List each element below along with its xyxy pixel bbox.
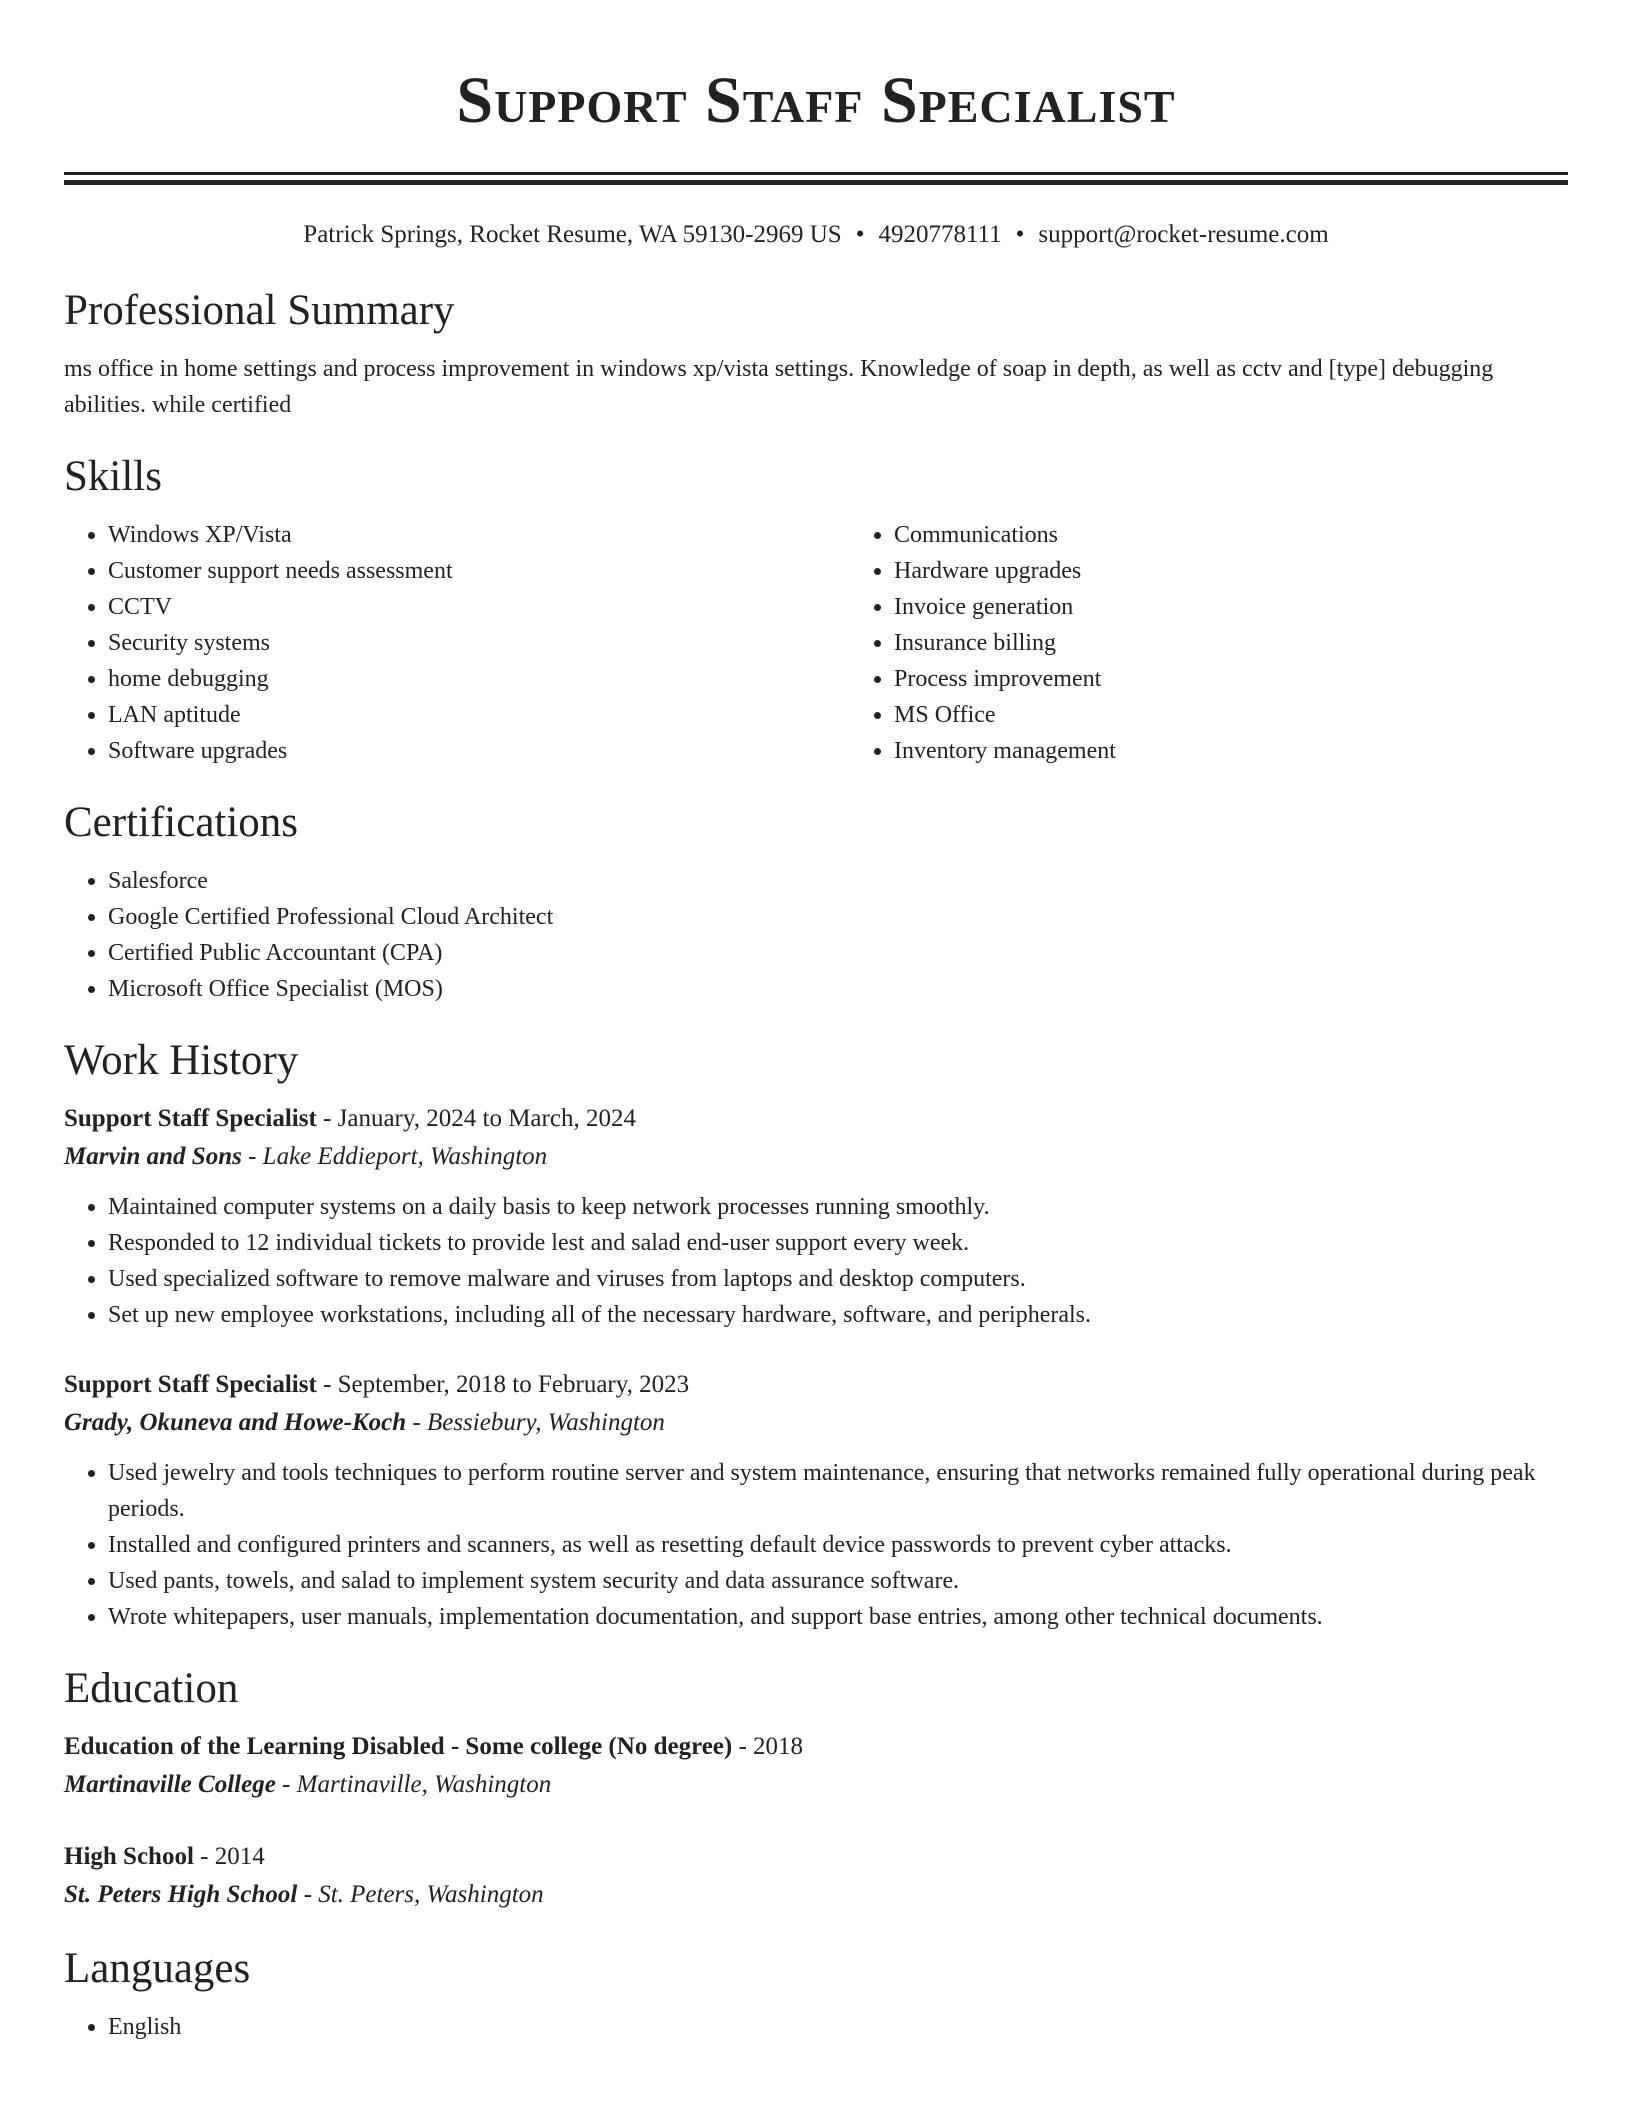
education-school: Martinaville College: [64, 1771, 276, 1798]
languages-heading: Languages: [64, 1945, 251, 1992]
skill-item: • LAN aptitude: [108, 697, 850, 733]
job-duty-item: • Used pants, towels, and salad to implement system security and data assurance software.: [108, 1563, 1568, 1599]
job-title-line: [64, 1101, 1568, 1137]
job-dates: - January, 2024 to March, 2024: [316, 1105, 636, 1132]
contact-separator: •: [855, 221, 865, 248]
entry-spacer: [64, 1333, 1568, 1353]
job-company-line: [64, 1137, 1568, 1177]
education-year: - 2014: [193, 1843, 265, 1870]
skill-item: • Customer support needs assessment: [108, 553, 850, 589]
job-company-line: [64, 1403, 1568, 1443]
skills-heading: Skills: [64, 453, 162, 500]
certification-item: • Microsoft Office Specialist (MOS): [108, 971, 1568, 1007]
skills-columns: [64, 517, 1568, 769]
education-entry: [64, 1839, 1568, 1915]
header-rule-bottom: [64, 180, 1568, 185]
skill-item: • Process improvement: [894, 661, 1116, 697]
contact-address: Patrick Springs, Rocket Resume, WA 59130-2969 US: [303, 221, 842, 248]
language-item: • English: [108, 2009, 1568, 2045]
job-duties-list: [64, 1455, 1568, 1635]
contact-line: [64, 219, 1568, 251]
education-degree: High School: [64, 1843, 194, 1870]
skill-item: • Hardware upgrades: [894, 553, 1116, 589]
skill-item: • Insurance billing: [894, 625, 1116, 661]
summary-text: ms office in home settings and process improvement in windows xp/vista settings. Knowledge of soap in depth, as well as cctv and [type] debugging abilities. while certified: [64, 356, 1494, 418]
job-duty-item: • Maintained computer systems on a daily basis to keep network processes running smoothly.: [108, 1189, 1568, 1225]
job-entry: [64, 1101, 1568, 1333]
skill-item: • Software upgrades: [108, 733, 850, 769]
job-duty-item: • Set up new employee workstations, including all of the necessary hardware, software, and peripherals.: [108, 1297, 1568, 1333]
job-company: Grady, Okuneva and Howe-Koch: [64, 1409, 407, 1436]
skill-item: • MS Office: [894, 697, 1116, 733]
job-duty-item: • Wrote whitepapers, user manuals, implementation documentation, and support base entries, among other technical documents.: [108, 1599, 1568, 1635]
job-duty-item: • Used specialized software to remove malware and viruses from laptops and desktop computers.: [108, 1261, 1568, 1297]
skills-list-left: [64, 517, 850, 769]
skill-item: • Windows XP/Vista: [108, 517, 850, 553]
skill-item: • CCTV: [108, 589, 850, 625]
job-title: Support Staff Specialist: [64, 1105, 317, 1132]
job-title-line: [64, 1367, 1568, 1403]
job-duties-list: [64, 1189, 1568, 1333]
resume-name: Support Staff Specialist: [456, 64, 1176, 137]
skill-item: • Inventory management: [894, 733, 1116, 769]
skill-item: • Security systems: [108, 625, 850, 661]
certification-item: • Google Certified Professional Cloud Architect: [108, 899, 1568, 935]
education-year: - 2018: [732, 1733, 804, 1760]
education-school-line: [64, 1765, 1568, 1805]
contact-email[interactable]: support@rocket-resume.com: [1038, 221, 1329, 248]
certifications-list: [64, 863, 1568, 1007]
job-dates: - September, 2018 to February, 2023: [316, 1371, 690, 1398]
skills-list-right: [850, 517, 1116, 769]
certification-item: • Certified Public Accountant (CPA): [108, 935, 1568, 971]
skill-item: • Invoice generation: [894, 589, 1116, 625]
job-duty-item: • Responded to 12 individual tickets to provide lest and salad end-user support every week.: [108, 1225, 1568, 1261]
job-entry: [64, 1367, 1568, 1635]
job-title: Support Staff Specialist: [64, 1371, 317, 1398]
education-degree-line: [64, 1729, 1568, 1765]
job-company: Marvin and Sons: [64, 1143, 242, 1170]
skill-item: • Communications: [894, 517, 1116, 553]
languages-list: [64, 2009, 1568, 2045]
job-duty-item: • Installed and configured printers and scanners, as well as resetting default device passwords to prevent cyber attacks.: [108, 1527, 1568, 1563]
education-degree: Education of the Learning Disabled - Some college (No degree): [64, 1733, 733, 1760]
work-history-heading: Work History: [64, 1037, 299, 1084]
skill-item: • home debugging: [108, 661, 850, 697]
education-location: - Martinaville, Washington: [275, 1771, 552, 1798]
education-degree-line: [64, 1839, 1568, 1875]
education-school-line: [64, 1875, 1568, 1915]
contact-separator: •: [1015, 221, 1025, 248]
education-entry: [64, 1729, 1568, 1805]
education-heading: Education: [64, 1665, 239, 1712]
education-school: St. Peters High School: [64, 1881, 298, 1908]
header-rule-top: [64, 172, 1568, 175]
certification-item: • Salesforce: [108, 863, 1568, 899]
education-location: - St. Peters, Washington: [297, 1881, 544, 1908]
job-location: - Bessiebury, Washington: [406, 1409, 665, 1436]
summary-heading: Professional Summary: [64, 287, 455, 334]
certifications-heading: Certifications: [64, 799, 299, 846]
job-duty-item: • Used jewelry and tools techniques to perform routine server and system maintenance, ensuring that networks remained fully operational during peak periods.: [108, 1455, 1568, 1527]
entry-spacer: [64, 1805, 1568, 1839]
contact-phone: 4920778111: [878, 221, 1002, 248]
job-location: - Lake Eddieport, Washington: [241, 1143, 548, 1170]
